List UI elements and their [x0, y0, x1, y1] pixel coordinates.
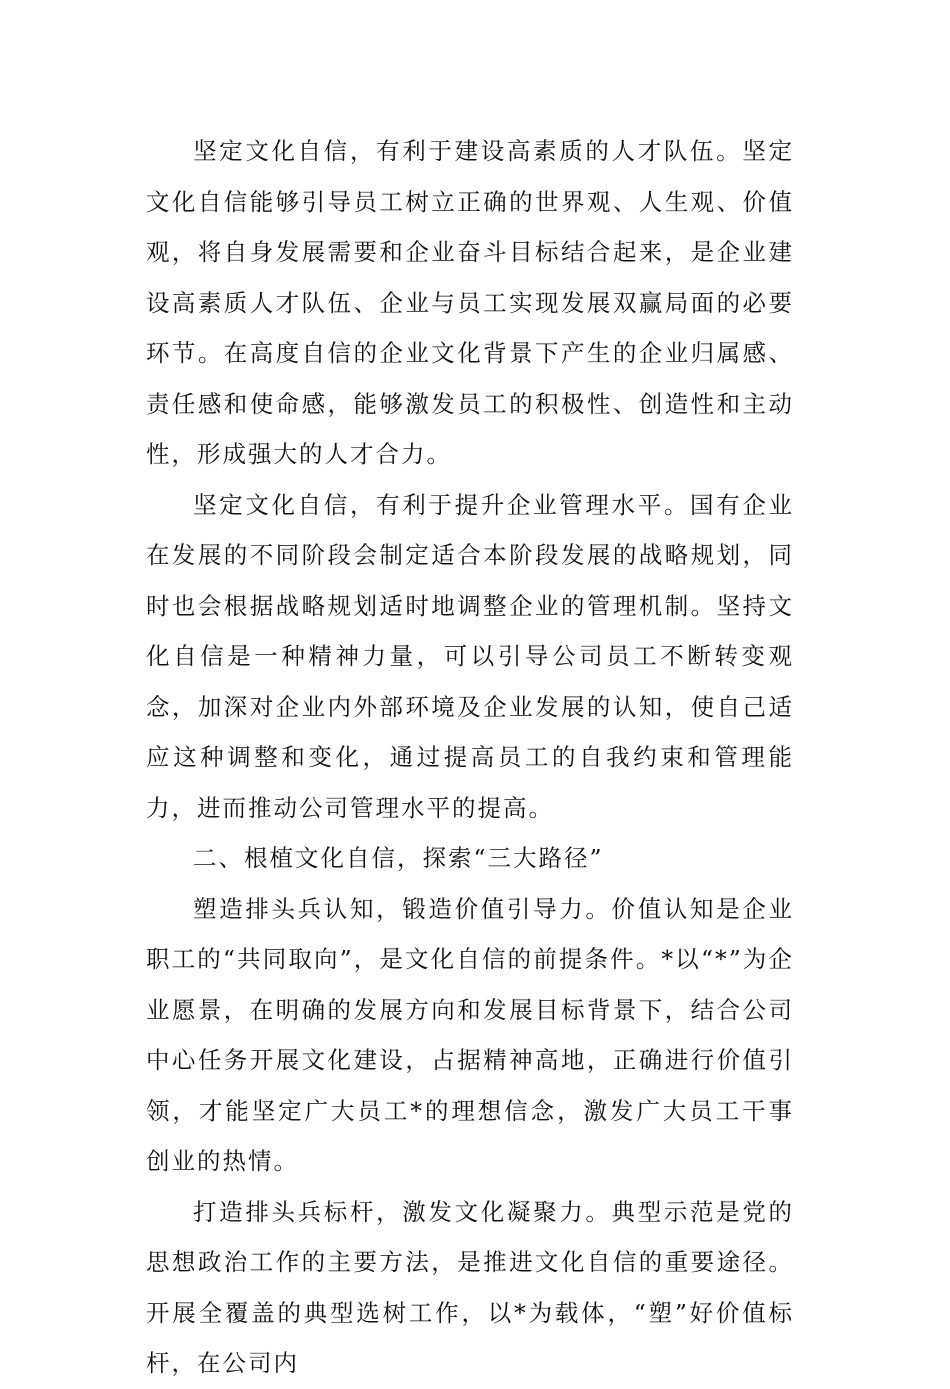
paragraph-value-guidance: 塑造排头兵认知，锻造价值引导力。价值认知是企业职工的“共同取向”，是文化自信的前提条件。*以“*”为企业愿景，在明确的发展方向和发展目标背景下，结合公司中心任务开展文化建设，占据精神高地，正确进行价值引领，才能坚定广大员工*的理想信念，激发广大员工干事创业的热情。 — [146, 894, 794, 1175]
paragraph-management-level: 坚定文化自信，有利于提升企业管理水平。国有企业在发展的不同阶段会制定适合本阶段发展的战略规划，同时也会根据战略规划适时地调整企业的管理机制。坚持文化自信是一种精神力量，可以引导公司员工不断转变观念，加深对企业内外部环境及企业发展的认知，使自己适应这种调整和变化，通过提高员工的自我约束和管理能力，进而推动公司管理水平的提高。 — [146, 490, 794, 822]
section-heading-two: 二、根植文化自信，探索“三大路径” — [193, 844, 604, 872]
paragraph-cultural-cohesion: 打造排头兵标杆，激发文化凝聚力。典型示范是党的思想政治工作的主要方法，是推进文化自信的重要途径。开展全覆盖的典型选树工作，以*为载体，“塑”好价值标杆，在公司内 — [146, 1197, 794, 1377]
paragraph-talent-team: 坚定文化自信，有利于建设高素质的人才队伍。坚定文化自信能够引导员工树立正确的世界观、人生观、价值观，将自身发展需要和企业奋斗目标结合起来，是企业建设高素质人才队伍、企业与员工实现发展双赢局面的必要环节。在高度自信的企业文化背景下产生的企业归属感、责任感和使命感，能够激发员工的积极性、创造性和主动性，形成强大的人才合力。 — [146, 137, 794, 468]
document-body — [146, 126, 794, 1389]
